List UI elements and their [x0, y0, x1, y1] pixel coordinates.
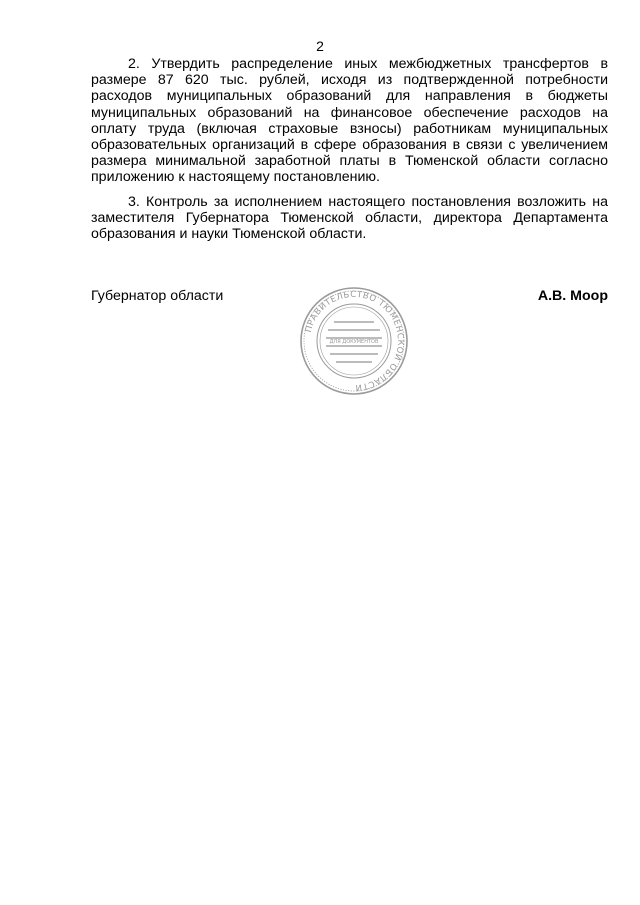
official-seal [298, 286, 410, 396]
document-body [91, 56, 608, 250]
seal-graphic [298, 286, 410, 396]
paragraph-3: 3. Контроль за исполнением настоящего постановления возложить на заместителя Губернатора Тюменской области, директора Департамента образования и науки Тюменской области. [91, 193, 608, 243]
seal-center-text: ДЛЯ ДОКУМЕНТОВ [329, 339, 379, 345]
signatory-title: Губернатор области [91, 288, 224, 304]
paragraph-2: 2. Утвердить распределение иных межбюджетных трансфертов в размере 87 620 тыс. рублей, исходя из подтвержденной потребности расходов муниципальных образований для направления в бюджеты муниципальных образований на финансовое обеспечение расходов на оплату труда (включая страховые взносы) работникам муниципальных образовательных организаций в сфере образования в связи с увеличением размера минимальной заработной платы в Тюменской области согласно приложению к настоящему постановлению. [91, 56, 608, 186]
seal-ring-text: ПРАВИТЕЛЬСТВО ТЮМЕНСКОЙ ОБЛАСТИ [303, 289, 406, 393]
signatory-name: А.В. Моор [537, 288, 608, 304]
page-number: 2 [316, 38, 324, 54]
